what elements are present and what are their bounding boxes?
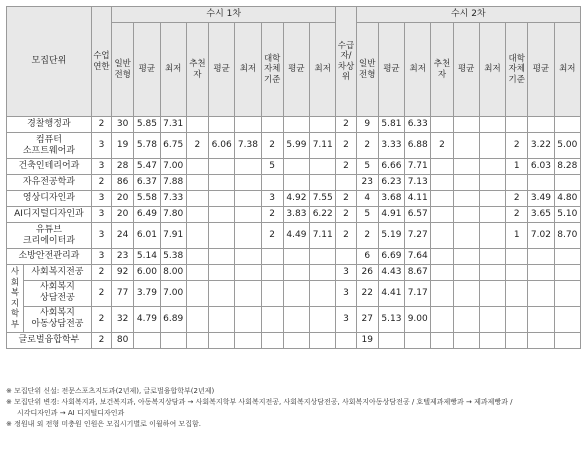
cell-a: 24 (112, 223, 134, 249)
cell-a: 80 (112, 333, 134, 349)
cell-k: 2 (356, 133, 378, 159)
table-header (7, 7, 581, 117)
unit-name: 경찰행정과 (7, 117, 92, 133)
cell-p (479, 191, 505, 207)
cell-q (506, 175, 528, 191)
cell-n (431, 207, 453, 223)
cell-m: 7.71 (405, 159, 431, 175)
cell-s: 4.80 (554, 191, 580, 207)
header-univ-1: 대학자체기준 (261, 23, 283, 117)
cell-g (261, 175, 283, 191)
cell-i (310, 307, 336, 333)
cell-j: 3 (336, 265, 356, 281)
cell-h (283, 281, 309, 307)
header-rec-1: 추천자 (186, 23, 208, 117)
unit-name: 건축인테리어과 (7, 159, 92, 175)
cell-c: 7.91 (160, 223, 186, 249)
cell-q: 2 (506, 191, 528, 207)
cell-a: 92 (112, 265, 134, 281)
header-avg: 평균 (134, 23, 160, 117)
cell-p (479, 117, 505, 133)
cell-m: 6.88 (405, 133, 431, 159)
cell-h: 3.83 (283, 207, 309, 223)
cell-o (453, 223, 479, 249)
cell-s: 5.00 (554, 133, 580, 159)
cell-g (261, 249, 283, 265)
footnote-2: ※ 모집단위 변경: 사회복지과, 보건복지과, 아동복지상담과 → 사회복지학부 사회복지전공, 사회복지상담전공, 사회복지아동상담전공 / 호텔제과제빵과 → 제과제빵과 / (6, 398, 513, 406)
cell-l: 6.69 (378, 249, 404, 265)
table-row (7, 133, 581, 159)
cell-y: 3 (91, 249, 111, 265)
cell-m: 7.17 (405, 281, 431, 307)
cell-f (235, 191, 261, 207)
table-row (7, 333, 581, 349)
cell-r: 3.22 (528, 133, 554, 159)
table-row (7, 159, 581, 175)
header-min: 최저 (310, 23, 336, 117)
cell-o (453, 207, 479, 223)
cell-e (209, 175, 235, 191)
cell-g: 2 (261, 207, 283, 223)
cell-r (528, 265, 554, 281)
cell-f: 7.38 (235, 133, 261, 159)
cell-n (431, 175, 453, 191)
cell-p (479, 265, 505, 281)
cell-n (431, 117, 453, 133)
cell-m: 4.11 (405, 191, 431, 207)
unit-group: 사회복지학부 (7, 265, 24, 332)
cell-i: 7.11 (310, 223, 336, 249)
cell-h (283, 265, 309, 281)
cell-r (528, 117, 554, 133)
cell-p (479, 249, 505, 265)
cell-p (479, 159, 505, 175)
cell-i: 6.22 (310, 207, 336, 223)
cell-r: 3.49 (528, 191, 554, 207)
cell-e (209, 207, 235, 223)
cell-a: 23 (112, 249, 134, 265)
cell-f (235, 281, 261, 307)
unit-name: 자유전공학과 (7, 175, 92, 191)
cell-h (283, 333, 309, 349)
cell-e (209, 223, 235, 249)
cell-k: 27 (356, 307, 378, 333)
cell-m: 7.64 (405, 249, 431, 265)
cell-c: 7.31 (160, 117, 186, 133)
header-basic: 수급자/차상위 (336, 7, 356, 117)
cell-m: 8.67 (405, 265, 431, 281)
cell-p (479, 223, 505, 249)
cell-y: 2 (91, 333, 111, 349)
cell-p (479, 307, 505, 333)
cell-p (479, 207, 505, 223)
cell-p (479, 333, 505, 349)
cell-e (209, 117, 235, 133)
cell-d (186, 223, 208, 249)
cell-b: 6.37 (134, 175, 160, 191)
cell-y: 2 (91, 281, 111, 307)
unit-name: 영상디자인과 (7, 191, 92, 207)
cell-f (235, 333, 261, 349)
cell-j: 2 (336, 191, 356, 207)
cell-i (310, 333, 336, 349)
cell-e (209, 281, 235, 307)
cell-g (261, 333, 283, 349)
cell-b: 5.78 (134, 133, 160, 159)
cell-k: 9 (356, 117, 378, 133)
cell-d (186, 249, 208, 265)
cell-a: 20 (112, 191, 134, 207)
cell-l: 6.66 (378, 159, 404, 175)
cell-m: 7.13 (405, 175, 431, 191)
cell-q (506, 281, 528, 307)
cell-o (453, 281, 479, 307)
footnote-1: ※ 모집단위 신설: 전문스포츠지도과(2년제), 글로벌융합학부(2년제) (6, 387, 215, 395)
header-min: 최저 (554, 23, 580, 117)
table-row (7, 117, 581, 133)
cell-j (336, 249, 356, 265)
cell-m: 7.27 (405, 223, 431, 249)
cell-b: 5.85 (134, 117, 160, 133)
cell-r: 6.03 (528, 159, 554, 175)
cell-k: 23 (356, 175, 378, 191)
cell-a: 86 (112, 175, 134, 191)
cell-s (554, 117, 580, 133)
cell-k: 22 (356, 281, 378, 307)
cell-c: 7.80 (160, 207, 186, 223)
header-susi2: 수시 2차 (356, 7, 580, 23)
admission-results-table (6, 6, 581, 349)
cell-e (209, 265, 235, 281)
cell-b: 5.47 (134, 159, 160, 175)
cell-s (554, 175, 580, 191)
cell-c: 7.00 (160, 159, 186, 175)
header-years: 수업연한 (91, 7, 111, 117)
cell-g (261, 265, 283, 281)
cell-l: 5.81 (378, 117, 404, 133)
cell-y: 3 (91, 159, 111, 175)
cell-c: 7.33 (160, 191, 186, 207)
cell-f (235, 223, 261, 249)
cell-h (283, 159, 309, 175)
cell-m (405, 333, 431, 349)
cell-i: 7.55 (310, 191, 336, 207)
table-row (7, 175, 581, 191)
cell-c: 5.38 (160, 249, 186, 265)
cell-c: 8.00 (160, 265, 186, 281)
header-avg: 평균 (453, 23, 479, 117)
cell-f (235, 117, 261, 133)
cell-a: 19 (112, 133, 134, 159)
header-avg: 평균 (528, 23, 554, 117)
cell-l: 3.33 (378, 133, 404, 159)
header-min: 최저 (405, 23, 431, 117)
cell-q (506, 249, 528, 265)
cell-d (186, 191, 208, 207)
cell-l: 4.91 (378, 207, 404, 223)
cell-n (431, 223, 453, 249)
cell-b: 6.01 (134, 223, 160, 249)
cell-j: 2 (336, 117, 356, 133)
cell-k: 2 (356, 223, 378, 249)
cell-o (453, 117, 479, 133)
cell-r (528, 175, 554, 191)
header-rec-2: 추천자 (431, 23, 453, 117)
cell-o (453, 333, 479, 349)
table-row (7, 249, 581, 265)
cell-q (506, 333, 528, 349)
cell-c: 6.89 (160, 307, 186, 333)
cell-g: 5 (261, 159, 283, 175)
cell-l (378, 333, 404, 349)
cell-y: 3 (91, 207, 111, 223)
cell-b: 3.79 (134, 281, 160, 307)
cell-k: 4 (356, 191, 378, 207)
cell-q (506, 265, 528, 281)
cell-i: 7.11 (310, 133, 336, 159)
cell-d: 2 (186, 133, 208, 159)
cell-d (186, 307, 208, 333)
cell-f (235, 249, 261, 265)
cell-b: 5.14 (134, 249, 160, 265)
cell-a: 77 (112, 281, 134, 307)
cell-g (261, 307, 283, 333)
cell-q (506, 117, 528, 133)
cell-q: 2 (506, 207, 528, 223)
cell-s: 8.28 (554, 159, 580, 175)
cell-d (186, 117, 208, 133)
unit-name: 사회복지 상담전공 (24, 280, 91, 306)
cell-s: 5.10 (554, 207, 580, 223)
cell-g: 3 (261, 191, 283, 207)
cell-s (554, 265, 580, 281)
unit-name: 글로벌융합학부 (7, 333, 92, 349)
cell-j (336, 333, 356, 349)
cell-j: 3 (336, 307, 356, 333)
cell-y: 3 (91, 223, 111, 249)
cell-k: 19 (356, 333, 378, 349)
cell-m: 9.00 (405, 307, 431, 333)
cell-i (310, 265, 336, 281)
header-univ-2: 대학자체기준 (506, 23, 528, 117)
cell-r (528, 281, 554, 307)
cell-f (235, 265, 261, 281)
cell-j (336, 175, 356, 191)
header-min: 최저 (235, 23, 261, 117)
cell-h: 4.92 (283, 191, 309, 207)
table-row (7, 223, 581, 249)
cell-y: 3 (91, 133, 111, 159)
cell-j: 2 (336, 159, 356, 175)
cell-q: 2 (506, 133, 528, 159)
cell-h (283, 307, 309, 333)
cell-n (431, 307, 453, 333)
cell-o (453, 307, 479, 333)
header-avg: 평균 (378, 23, 404, 117)
header-susi1: 수시 1차 (112, 7, 336, 23)
cell-q: 1 (506, 159, 528, 175)
cell-n (431, 249, 453, 265)
header-min: 최저 (479, 23, 505, 117)
cell-j: 2 (336, 223, 356, 249)
cell-d (186, 175, 208, 191)
cell-p (479, 281, 505, 307)
cell-n (431, 159, 453, 175)
cell-y: 2 (91, 265, 111, 281)
unit-name: 유튜브 크리에이터과 (7, 223, 92, 249)
unit-name: 소방안전관리과 (7, 249, 92, 265)
table-row (7, 265, 581, 281)
cell-j: 3 (336, 281, 356, 307)
cell-k: 6 (356, 249, 378, 265)
header-min: 최저 (160, 23, 186, 117)
cell-r (528, 249, 554, 265)
cell-b: 6.49 (134, 207, 160, 223)
cell-r: 3.65 (528, 207, 554, 223)
cell-o (453, 159, 479, 175)
cell-o (453, 191, 479, 207)
cell-g (261, 117, 283, 133)
cell-d (186, 159, 208, 175)
cell-a: 30 (112, 117, 134, 133)
cell-o (453, 133, 479, 159)
cell-o (453, 249, 479, 265)
cell-j: 2 (336, 133, 356, 159)
cell-i (310, 159, 336, 175)
footnote-2-cont: 시각디자인과 → AI 디지털디자인과 (17, 409, 125, 417)
cell-y: 2 (91, 307, 111, 333)
cell-c: 7.88 (160, 175, 186, 191)
cell-e (209, 191, 235, 207)
cell-r (528, 307, 554, 333)
header-avg: 평균 (209, 23, 235, 117)
table-row (7, 281, 581, 307)
cell-n (431, 191, 453, 207)
cell-p (479, 175, 505, 191)
header-avg: 평균 (283, 23, 309, 117)
cell-d (186, 207, 208, 223)
cell-n (431, 333, 453, 349)
cell-e (209, 307, 235, 333)
unit-name: 사회복지 아동상담전공 (24, 306, 91, 332)
cell-s (554, 333, 580, 349)
table-body (7, 117, 581, 349)
cell-o (453, 175, 479, 191)
cell-d (186, 281, 208, 307)
cell-s (554, 249, 580, 265)
cell-e: 6.06 (209, 133, 235, 159)
cell-n: 2 (431, 133, 453, 159)
cell-l: 5.13 (378, 307, 404, 333)
unit-name: AI디지털디자인과 (7, 207, 92, 223)
cell-d (186, 333, 208, 349)
table-row (7, 307, 581, 333)
cell-y: 2 (91, 175, 111, 191)
cell-i (310, 281, 336, 307)
cell-h (283, 117, 309, 133)
cell-f (235, 175, 261, 191)
cell-i (310, 117, 336, 133)
cell-l: 6.23 (378, 175, 404, 191)
cell-b: 5.58 (134, 191, 160, 207)
cell-s: 8.70 (554, 223, 580, 249)
cell-c: 6.75 (160, 133, 186, 159)
cell-a: 28 (112, 159, 134, 175)
cell-y: 3 (91, 191, 111, 207)
cell-d (186, 265, 208, 281)
cell-q (506, 307, 528, 333)
header-unit: 모집단위 (7, 7, 92, 117)
cell-f (235, 207, 261, 223)
footnotes (6, 386, 581, 430)
cell-n (431, 281, 453, 307)
table-row (7, 207, 581, 223)
cell-b: 4.79 (134, 307, 160, 333)
cell-k: 5 (356, 207, 378, 223)
cell-a: 32 (112, 307, 134, 333)
cell-b: 6.00 (134, 265, 160, 281)
unit-name: 컴퓨터 소프트웨어과 (7, 133, 92, 159)
cell-c: 7.00 (160, 281, 186, 307)
cell-q: 1 (506, 223, 528, 249)
cell-g: 2 (261, 223, 283, 249)
cell-f (235, 159, 261, 175)
cell-h (283, 249, 309, 265)
header-normal-2: 일반전형 (356, 23, 378, 117)
cell-h (283, 175, 309, 191)
cell-g (261, 281, 283, 307)
cell-l: 4.43 (378, 265, 404, 281)
cell-i (310, 249, 336, 265)
cell-g: 2 (261, 133, 283, 159)
cell-s (554, 307, 580, 333)
unit-name: 사회복지전공 (24, 265, 91, 280)
cell-p (479, 133, 505, 159)
cell-r: 7.02 (528, 223, 554, 249)
cell-h: 5.99 (283, 133, 309, 159)
cell-l: 5.19 (378, 223, 404, 249)
cell-e (209, 249, 235, 265)
cell-r (528, 333, 554, 349)
cell-l: 4.41 (378, 281, 404, 307)
cell-m: 6.33 (405, 117, 431, 133)
cell-h: 4.49 (283, 223, 309, 249)
cell-e (209, 159, 235, 175)
header-normal-1: 일반전형 (112, 23, 134, 117)
cell-m: 6.57 (405, 207, 431, 223)
table-row (7, 191, 581, 207)
cell-a: 20 (112, 207, 134, 223)
cell-l: 3.68 (378, 191, 404, 207)
cell-j: 2 (336, 207, 356, 223)
cell-o (453, 265, 479, 281)
footnote-3: ※ 정원내 외 전형 미충원 인원은 모집시기별로 이월하여 모집함. (6, 420, 201, 428)
cell-y: 2 (91, 117, 111, 133)
cell-s (554, 281, 580, 307)
cell-c (160, 333, 186, 349)
cell-b (134, 333, 160, 349)
cell-i (310, 175, 336, 191)
cell-n (431, 265, 453, 281)
cell-f (235, 307, 261, 333)
cell-k: 5 (356, 159, 378, 175)
unit-cell (7, 265, 92, 333)
cell-e (209, 333, 235, 349)
cell-k: 26 (356, 265, 378, 281)
